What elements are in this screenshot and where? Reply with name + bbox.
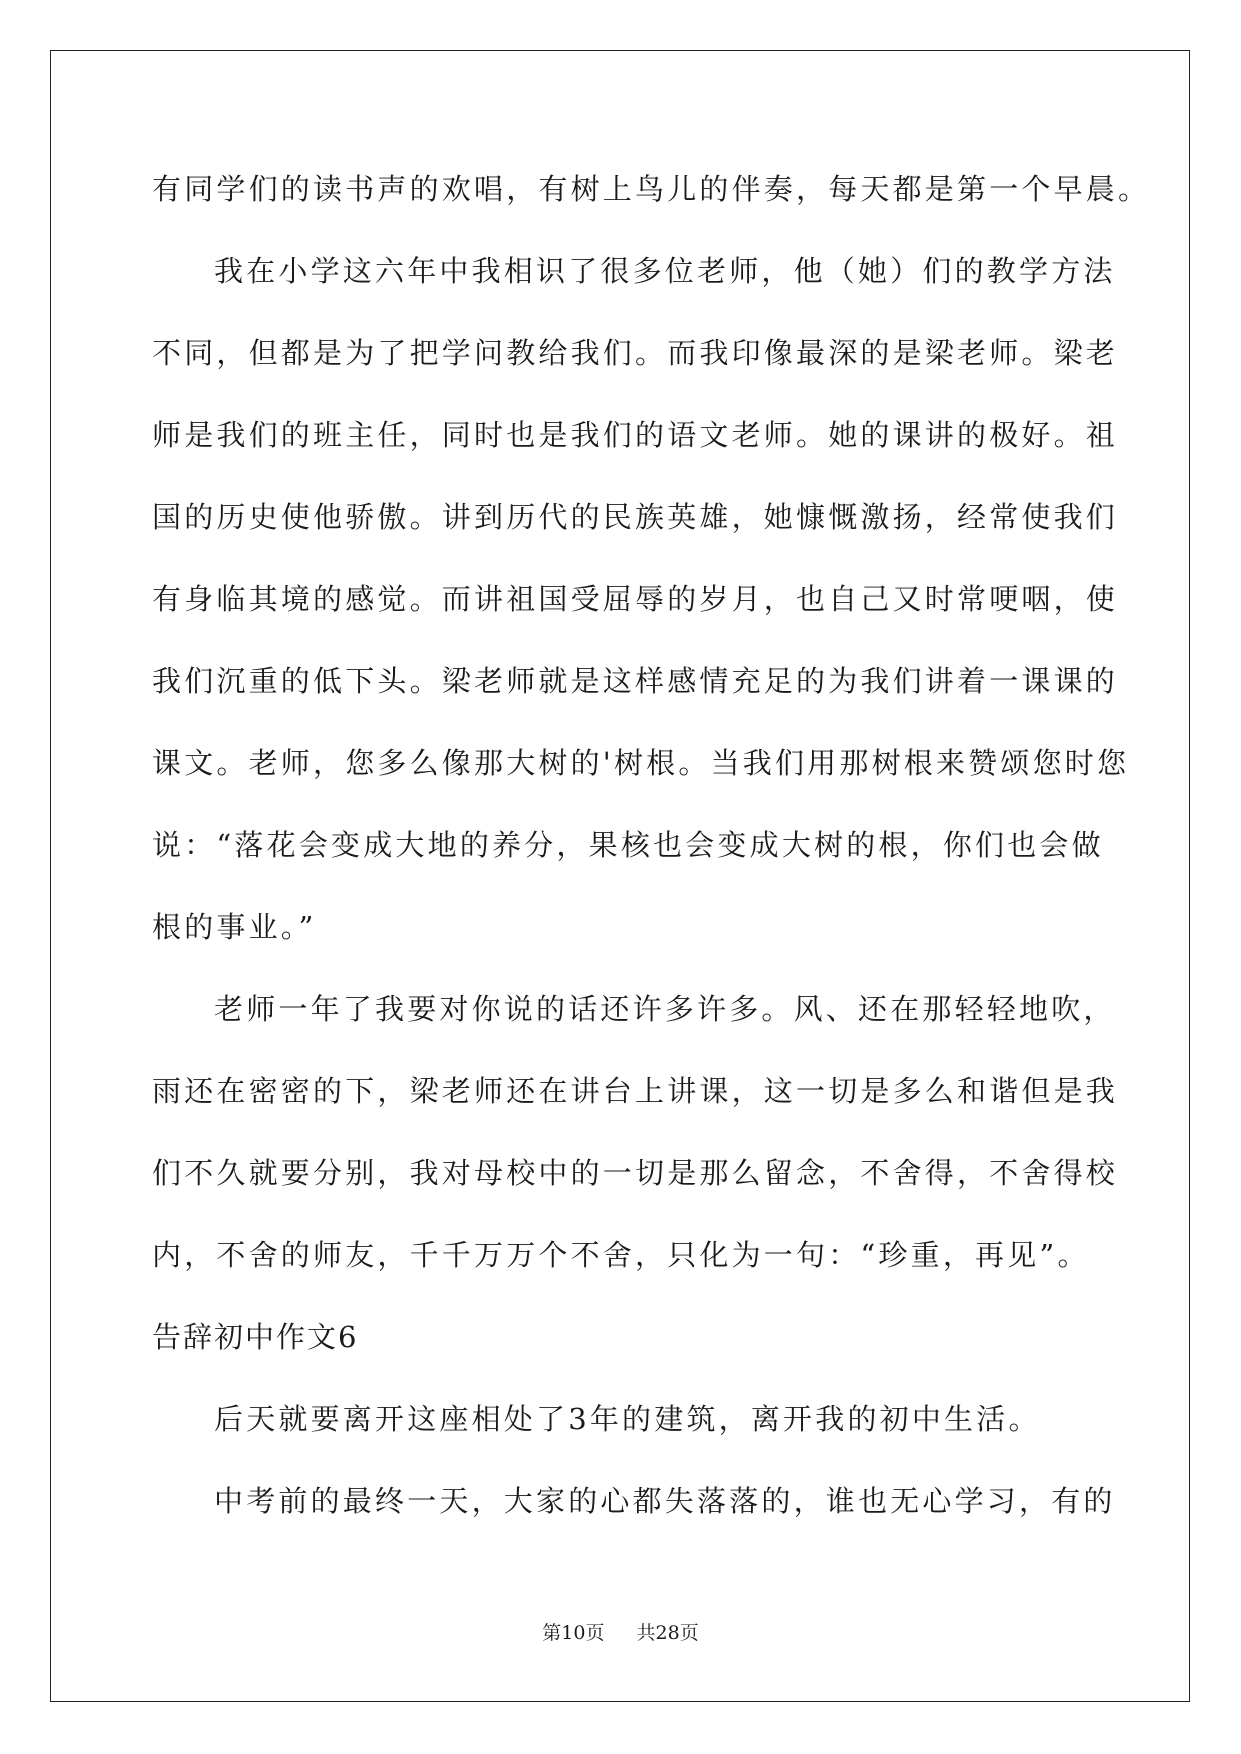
section-heading: 告辞初中作文6 xyxy=(152,1320,359,1354)
text-line: 雨还在密密的下，梁老师还在讲台上讲课，这一切是多么和谐但是我 xyxy=(152,1074,1119,1108)
text-line: 我们沉重的低下头。梁老师就是这样感情充足的为我们讲着一课课的 xyxy=(152,664,1119,698)
text-line: 根的事业。” xyxy=(152,910,317,944)
paragraph-start-line: 后天就要离开这座相处了3年的建筑，离开我的初中生活。 xyxy=(214,1402,1041,1436)
text-line: 们不久就要分别，我对母校中的一切是那么留念，不舍得，不舍得校 xyxy=(152,1156,1119,1190)
text-line: 说：“落花会变成大地的养分，果核也会变成大树的根，你们也会做 xyxy=(152,828,1104,862)
text-line: 内，不舍的师友，千千万万个不舍，只化为一句：“珍重，再见”。 xyxy=(152,1238,1090,1272)
text-line: 国的历史使他骄傲。讲到历代的民族英雄，她慷慨激扬，经常使我们 xyxy=(152,500,1119,534)
text-line: 不同，但都是为了把学问教给我们。而我印像最深的是梁老师。梁老 xyxy=(152,336,1119,370)
text-line: 有身临其境的感觉。而讲祖国受屈辱的岁月，也自己又时常哽咽，使 xyxy=(152,582,1119,616)
page-total: 共28页 xyxy=(636,1622,699,1644)
text-line: 有同学们的读书声的欢唱，有树上鸟儿的伴奏，每天都是第一个早晨。 xyxy=(152,172,1151,206)
paragraph-start-line: 中考前的最终一天，大家的心都失落落的，谁也无心学习，有的 xyxy=(214,1484,1116,1518)
text-line: 师是我们的班主任，同时也是我们的语文老师。她的课讲的极好。祖 xyxy=(152,418,1119,452)
page-number: 第10页 xyxy=(542,1622,605,1644)
page-footer xyxy=(0,1618,1241,1645)
document-body xyxy=(152,148,1151,1542)
paragraph-start-line: 老师一年了我要对你说的话还许多许多。风、还在那轻轻地吹， xyxy=(214,992,1116,1026)
paragraph-start-line: 我在小学这六年中我相识了很多位老师，他（她）们的教学方法 xyxy=(214,254,1116,288)
text-line: 课文。老师，您多么像那大树的'树根。当我们用那树根来赞颂您时您 xyxy=(152,746,1130,780)
